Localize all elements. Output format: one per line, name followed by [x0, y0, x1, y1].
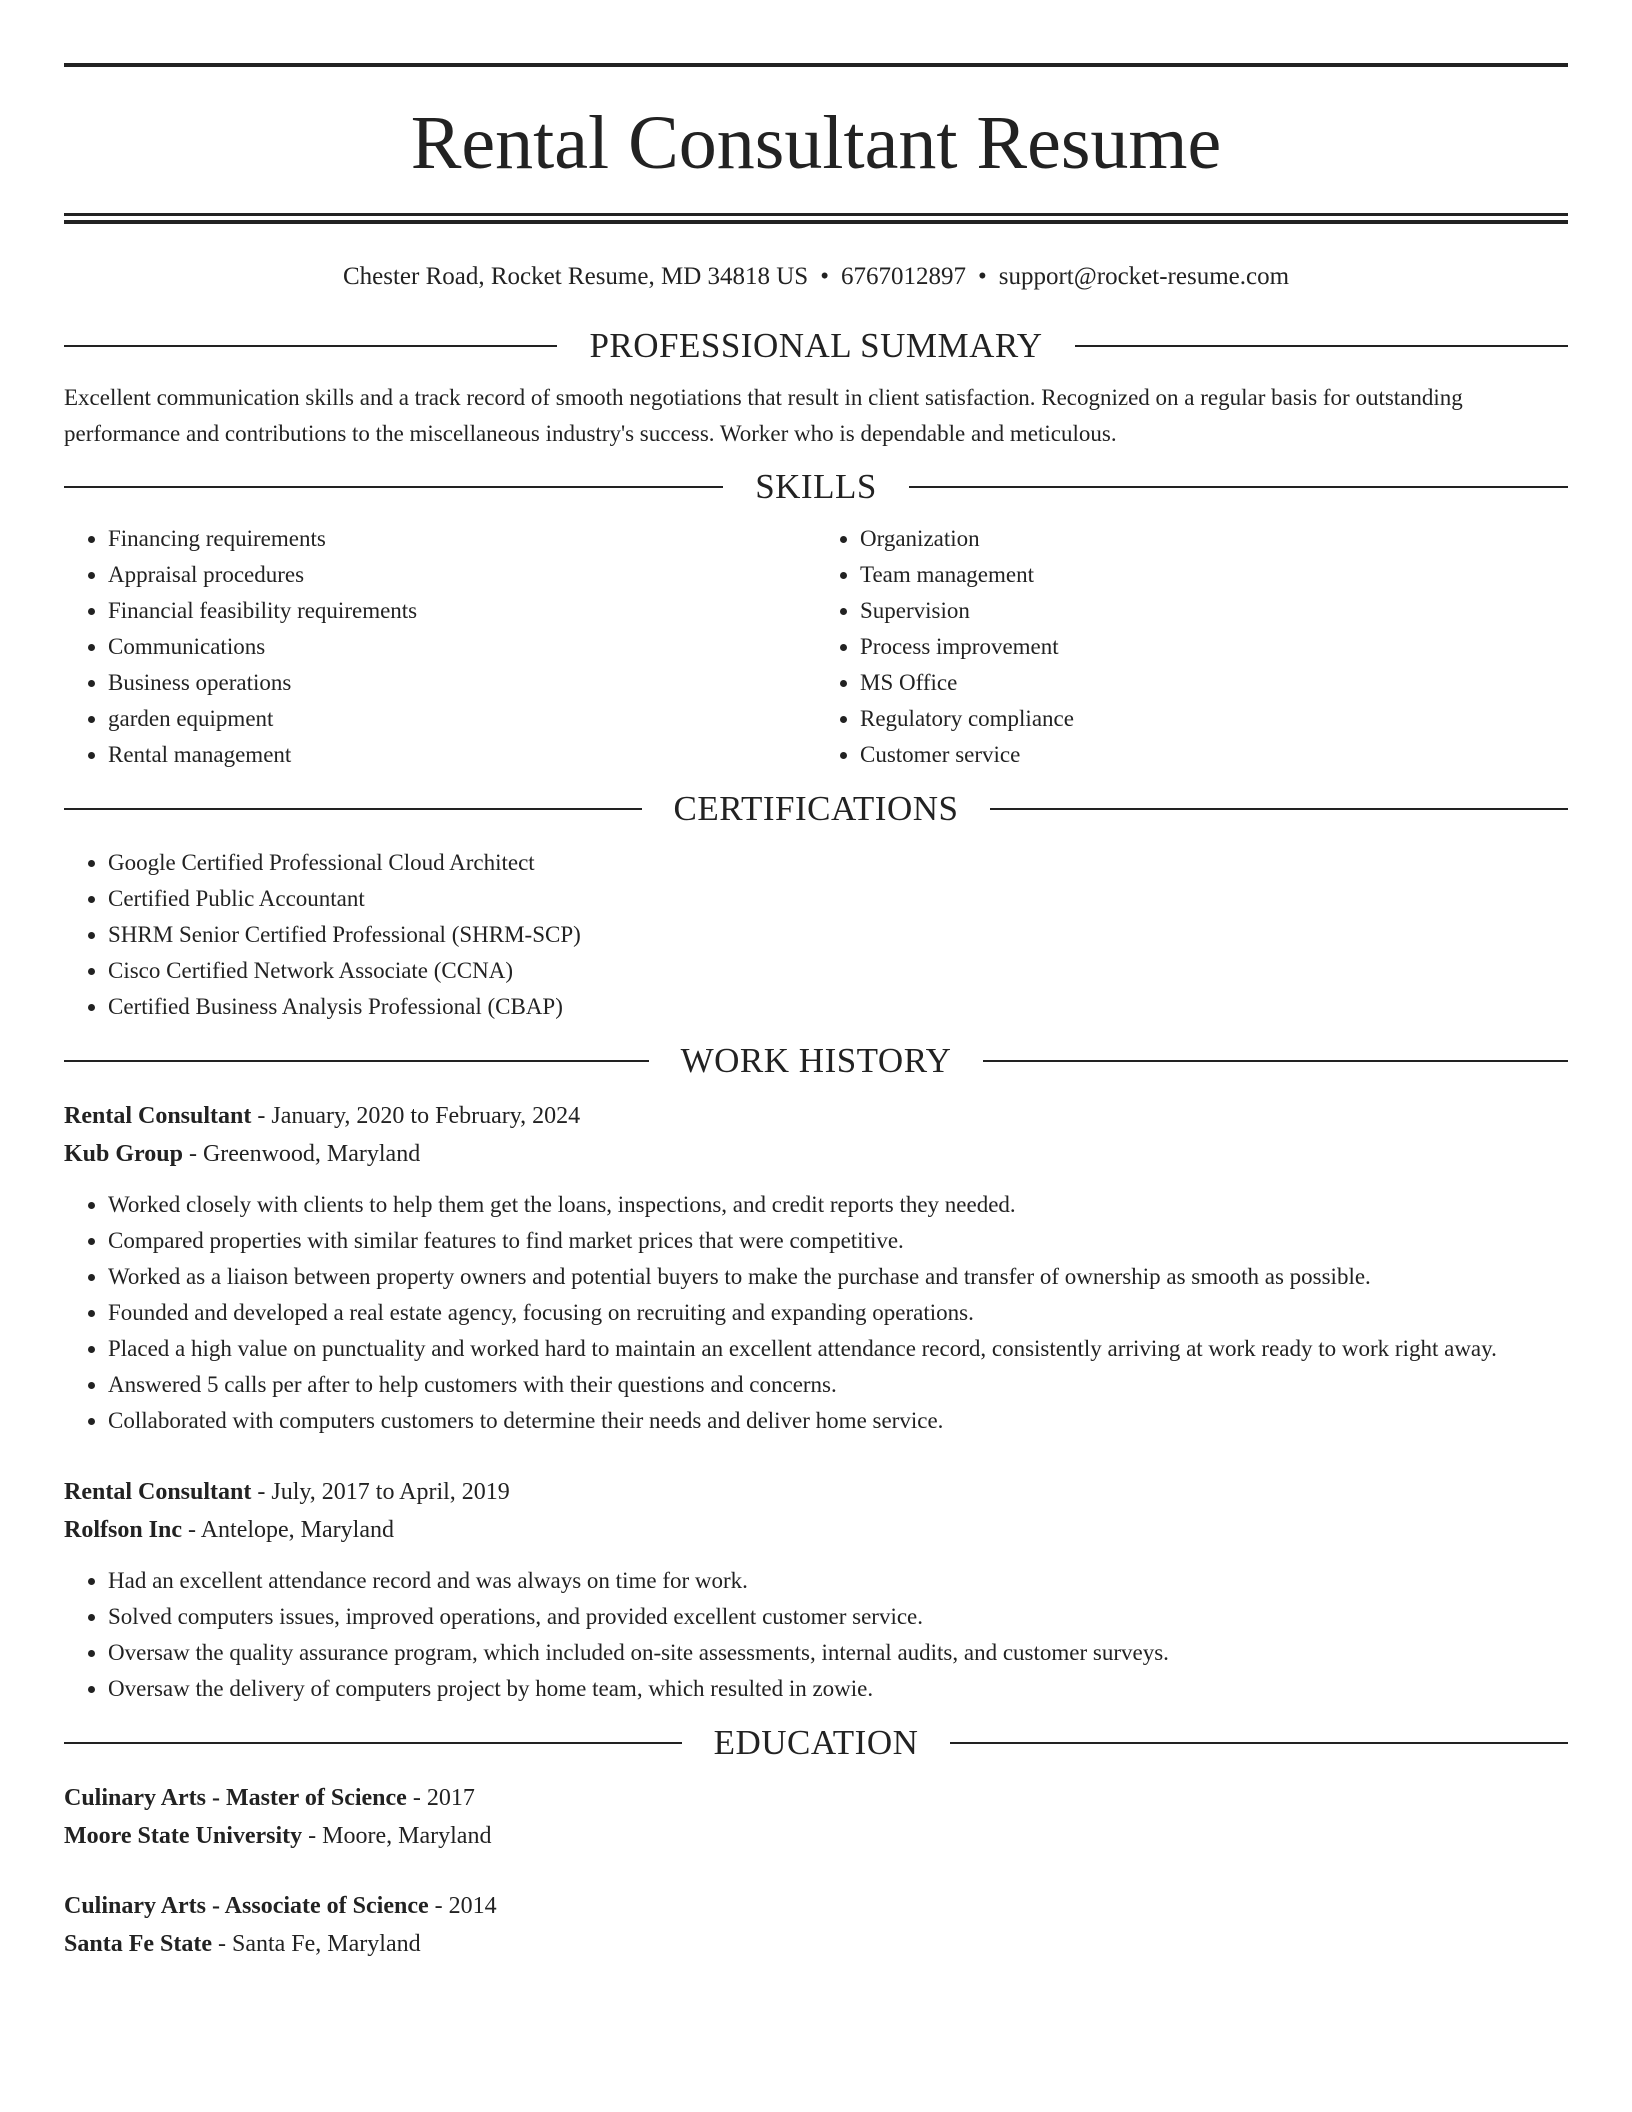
- education-degree-line: [64, 1779, 1568, 1817]
- resume-page: [64, 0, 1568, 1963]
- job-bullet: • Solved computers issues, improved operations, and provided excellent customer service.: [108, 1599, 1568, 1635]
- job-bullet: • Answered 5 calls per after to help customers with their questions and concerns.: [108, 1367, 1568, 1403]
- section-heading-education: [64, 1721, 1568, 1765]
- skill-item: • Rental management: [108, 737, 816, 773]
- contact-email: support@rocket-resume.com: [998, 263, 1290, 290]
- education-degree-line: [64, 1887, 1568, 1925]
- section-heading-certifications: [64, 787, 1568, 831]
- heading-rule: [909, 486, 1568, 488]
- contact-phone: 6767012897: [840, 263, 966, 290]
- education-entry: [64, 1779, 1568, 1855]
- job-company-line: [64, 1511, 1568, 1549]
- education-school: Moore State University: [64, 1823, 303, 1849]
- skill-item: • Communications: [108, 629, 816, 665]
- professional-summary: Excellent communication skills and a track record of smooth negotiations that result in client satisfaction. Recognized on a regular basis for outstanding performance and contributions to the miscellaneous industry's success. Worker who is dependable and meticulous.: [64, 385, 1463, 446]
- job-location: - Greenwood, Maryland: [182, 1141, 421, 1167]
- job-bullet: • Compared properties with similar features to find market prices that were competitive.: [108, 1223, 1568, 1259]
- heading-rule: [64, 486, 723, 488]
- skill-item: • Appraisal procedures: [108, 557, 816, 593]
- job-location: - Antelope, Maryland: [182, 1517, 394, 1543]
- job-entry: [64, 1097, 1568, 1439]
- education-degree: Culinary Arts - Associate of Science: [64, 1893, 429, 1919]
- job-bullet: • Collaborated with computers customers to determine their needs and deliver home service.: [108, 1403, 1568, 1439]
- certifications-list: [64, 845, 1568, 1025]
- title-double-rule: [64, 213, 1568, 224]
- skill-item: • MS Office: [860, 665, 1568, 701]
- job-bullets: [64, 1187, 1568, 1439]
- job-title: Rental Consultant: [64, 1103, 252, 1129]
- heading-rule: [64, 1060, 649, 1062]
- certification-item: • Cisco Certified Network Associate (CCNA): [108, 953, 1568, 989]
- education-school-line: [64, 1817, 1568, 1855]
- job-bullet: • Worked closely with clients to help them get the loans, inspections, and credit reports they needed.: [108, 1187, 1568, 1223]
- heading-rule: [990, 808, 1568, 810]
- certification-item: • Certified Public Accountant: [108, 881, 1568, 917]
- education-location: - Santa Fe, Maryland: [211, 1931, 421, 1957]
- section-title: CERTIFICATIONS: [673, 789, 959, 828]
- section-title: WORK HISTORY: [680, 1041, 952, 1080]
- section-heading-skills: [64, 465, 1568, 509]
- section-heading-work-history: [64, 1039, 1568, 1083]
- skill-item: • Regulatory compliance: [860, 701, 1568, 737]
- job-bullet: • Placed a high value on punctuality and worked hard to maintain an excellent attendance record, consistently arriving at work ready to work right away.: [108, 1331, 1568, 1367]
- page-title: Rental Consultant Resume: [410, 101, 1222, 185]
- skill-item: • Business operations: [108, 665, 816, 701]
- job-title-line: [64, 1097, 1568, 1135]
- skill-item: • Organization: [860, 521, 1568, 557]
- job-bullet: • Had an excellent attendance record and was always on time for work.: [108, 1563, 1568, 1599]
- skill-item: • garden equipment: [108, 701, 816, 737]
- heading-rule: [950, 1742, 1568, 1744]
- skill-item: • Process improvement: [860, 629, 1568, 665]
- section-title: SKILLS: [755, 467, 877, 506]
- skill-item: • Team management: [860, 557, 1568, 593]
- job-dates: - July, 2017 to April, 2019: [251, 1479, 510, 1505]
- education-entry: [64, 1887, 1568, 1963]
- education-year: - 2014: [428, 1893, 497, 1919]
- heading-rule: [64, 345, 557, 347]
- certification-item: • Google Certified Professional Cloud Architect: [108, 845, 1568, 881]
- skill-item: • Financial feasibility requirements: [108, 593, 816, 629]
- skill-item: • Supervision: [860, 593, 1568, 629]
- job-entry: [64, 1473, 1568, 1707]
- skill-item: • Financing requirements: [108, 521, 816, 557]
- job-bullet: • Oversaw the delivery of computers project by home team, which resulted in zowie.: [108, 1671, 1568, 1707]
- contact-separator: •: [977, 263, 987, 290]
- certification-item: • Certified Business Analysis Professional (CBAP): [108, 989, 1568, 1025]
- job-title-line: [64, 1473, 1568, 1511]
- job-bullet: • Oversaw the quality assurance program, which included on-site assessments, internal audits, and customer surveys.: [108, 1635, 1568, 1671]
- contact-separator: •: [820, 263, 829, 290]
- job-bullets: [64, 1563, 1568, 1707]
- section-title: EDUCATION: [713, 1723, 919, 1762]
- certification-item: • SHRM Senior Certified Professional (SHRM-SCP): [108, 917, 1568, 953]
- education-location: - Moore, Maryland: [302, 1823, 492, 1849]
- skills-column-left: [64, 521, 816, 773]
- skill-item: • Customer service: [860, 737, 1568, 773]
- section-title: PROFESSIONAL SUMMARY: [589, 326, 1043, 365]
- job-company-line: [64, 1135, 1568, 1173]
- education-year: - 2017: [406, 1785, 475, 1811]
- education-school-line: [64, 1925, 1568, 1963]
- heading-rule: [983, 1060, 1568, 1062]
- job-dates: - January, 2020 to February, 2024: [251, 1103, 581, 1129]
- job-bullet: • Worked as a liaison between property owners and potential buyers to make the purchase and transfer of ownership as smooth as possible.: [108, 1259, 1568, 1295]
- contact-line: [64, 260, 1568, 294]
- job-company: Kub Group: [64, 1141, 183, 1167]
- contact-address: Chester Road, Rocket Resume, MD 34818 US: [342, 263, 809, 290]
- heading-rule: [1075, 345, 1568, 347]
- section-heading-summary: [64, 324, 1568, 368]
- education-school: Santa Fe State: [64, 1931, 212, 1957]
- job-title: Rental Consultant: [64, 1479, 252, 1505]
- heading-rule: [64, 808, 642, 810]
- skills-column-right: [816, 521, 1568, 773]
- job-bullet: • Founded and developed a real estate agency, focusing on recruiting and expanding operations.: [108, 1295, 1568, 1331]
- job-company: Rolfson Inc: [64, 1517, 183, 1543]
- heading-rule: [64, 1742, 682, 1744]
- skills-list: [64, 521, 1568, 773]
- education-degree: Culinary Arts - Master of Science: [64, 1785, 407, 1811]
